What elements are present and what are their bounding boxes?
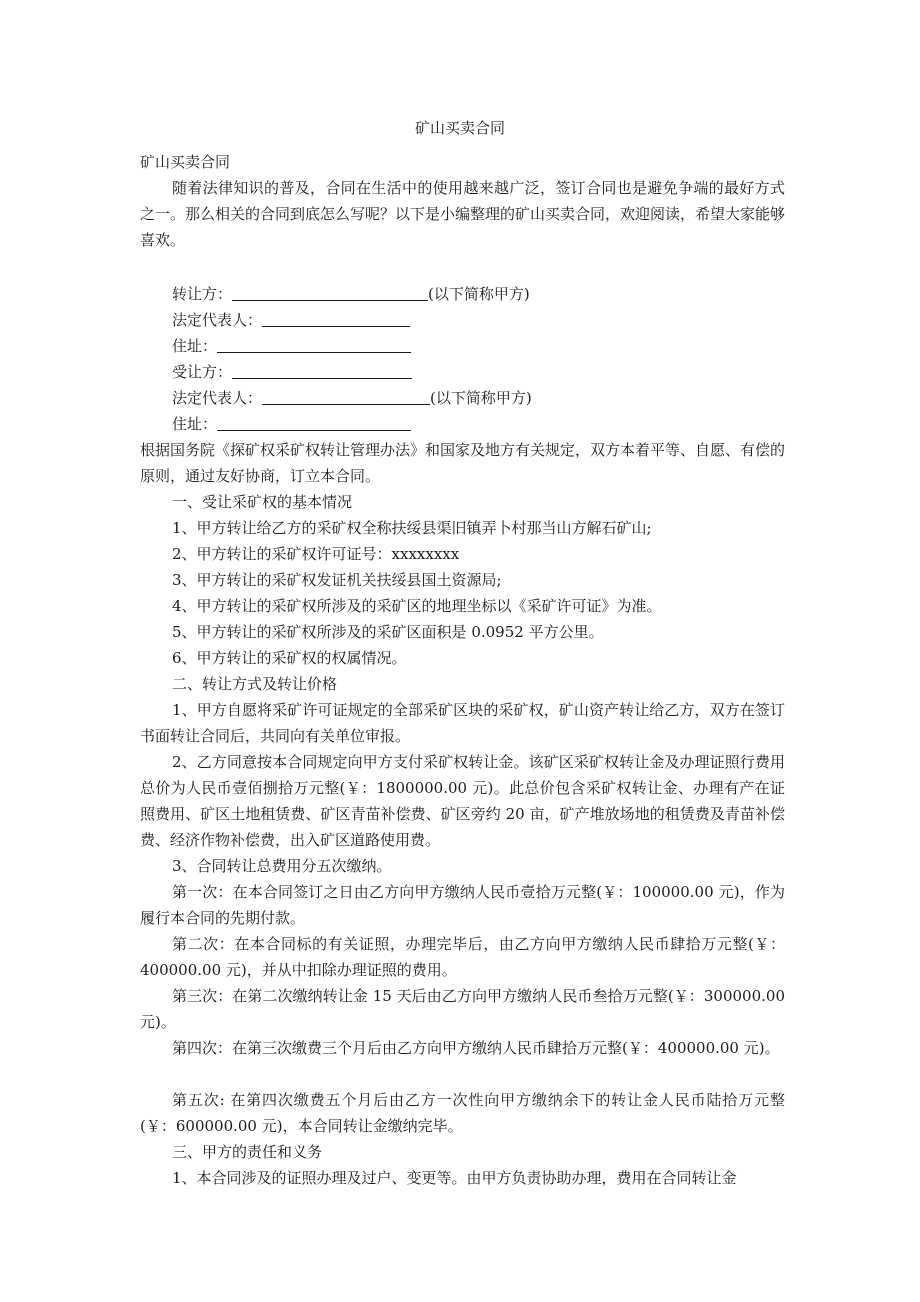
legal-rep2-blank[interactable] xyxy=(262,388,430,405)
section1-heading: 一、受让采矿权的基本情况 xyxy=(172,493,353,511)
legal-rep1-label: 法定代表人： xyxy=(172,311,263,329)
address1-blank[interactable] xyxy=(217,336,411,353)
transferor-field xyxy=(172,281,530,307)
section2-heading: 二、转让方式及转让价格 xyxy=(172,675,338,693)
section3-heading: 三、甲方的责任和义务 xyxy=(172,1143,323,1161)
preamble-paragraph: 根据国务院《探矿权采矿权转让管理办法》和国家及地方有关规定，双方本着平等、自愿、有偿的原则，通过友好协商，订立本合同。 xyxy=(140,441,786,485)
transferee-label: 受让方： xyxy=(172,363,233,381)
legal-rep2-field xyxy=(172,385,532,411)
section1-item: 5、甲方转让的采矿权所涉及的采矿区面积是 0.0952 平方公里。 xyxy=(172,623,604,641)
payment-3: 第三次：在第二次缴纳转让金 15 天后由乙方向甲方缴纳人民币叁拾万元整(￥：300000.00 元)。 xyxy=(140,987,785,1031)
payment-1: 第一次：在本合同签订之日由乙方向甲方缴纳人民币壹拾万元整(￥：100000.00 元)，作为履行本合同的先期付款。 xyxy=(140,883,785,927)
section1-item: 4、甲方转让的采矿权所涉及的采矿区的地理坐标以《采矿许可证》为准。 xyxy=(172,597,662,615)
section2-paragraph-3: 3、合同转让总费用分五次缴纳。 xyxy=(172,857,392,875)
transferee-blank[interactable] xyxy=(232,362,412,379)
transferor-suffix: (以下简称甲方) xyxy=(428,285,530,303)
legal-rep2-suffix: (以下简称甲方) xyxy=(430,389,532,407)
payment-2: 第二次：在本合同标的有关证照，办理完毕后，由乙方向甲方缴纳人民币肆拾万元整(￥：400000.00 元)，并从中扣除办理证照的费用。 xyxy=(140,935,785,979)
address2-label: 住址： xyxy=(172,415,218,433)
address1-label: 住址： xyxy=(172,337,218,355)
address1-field xyxy=(172,333,411,359)
section3-paragraph-1: 1、本合同涉及的证照办理及过户、变更等。由甲方负责协助办理，费用在合同转让金 xyxy=(172,1169,737,1187)
transferee-field xyxy=(172,359,412,385)
section1-item: 1、甲方转让给乙方的采矿权全称扶绥县渠旧镇弄卜村那当山方解石矿山; xyxy=(172,519,652,537)
legal-rep2-label: 法定代表人： xyxy=(172,389,263,407)
legal-rep1-field xyxy=(172,307,410,333)
transferor-blank[interactable] xyxy=(232,284,428,301)
payment-5: 第五次: 在第四次缴费五个月后由乙方一次性向甲方缴纳余下的转让金人民币陆拾万元整(￥：600000.00 元)，本合同转让金缴纳完毕。 xyxy=(140,1091,785,1135)
intro-paragraph: 随着法律知识的普及，合同在生活中的使用越来越广泛，签订合同也是避免争端的最好方式之一。那么相关的合同到底怎么写呢？以下是小编整理的矿山买卖合同，欢迎阅读，希望大家能够喜欢。 xyxy=(140,179,786,249)
section1-item: 2、甲方转让的采矿权许可证号：xxxxxxxx xyxy=(172,545,460,563)
subtitle: 矿山买卖合同 xyxy=(140,153,231,171)
section1-item: 6、甲方转让的采矿权的权属情况。 xyxy=(172,649,407,667)
legal-rep1-blank[interactable] xyxy=(262,310,410,327)
address2-field xyxy=(172,411,411,437)
document-title: 矿山买卖合同 xyxy=(414,119,505,137)
address2-blank[interactable] xyxy=(217,414,411,431)
section1-item: 3、甲方转让的采矿权发证机关扶绥县国土资源局; xyxy=(172,571,502,589)
payment-4: 第四次：在第三次缴费三个月后由乙方向甲方缴纳人民币肆拾万元整(￥：400000.00 元)。 xyxy=(172,1039,780,1057)
section2-paragraph-2: 2、乙方同意按本合同规定向甲方支付采矿权转让金。该矿区采矿权转让金及办理证照行费用总价为人民币壹佰捌拾万元整(￥：1800000.00 元)。此总价包含采矿权转让金、办理有产在证照费用、矿区土地租赁费、矿区青苗补偿费、矿区旁约 20 亩，矿产堆放场地的租赁费及青苗补偿费、经济作物补偿费，出入矿区道路使用费。 xyxy=(140,753,785,849)
transferor-label: 转让方： xyxy=(172,285,233,303)
section2-paragraph-1: 1、甲方自愿将采矿许可证规定的全部采矿区块的采矿权，矿山资产转让给乙方，双方在签订书面转让合同后，共同向有关单位审报。 xyxy=(140,701,785,745)
